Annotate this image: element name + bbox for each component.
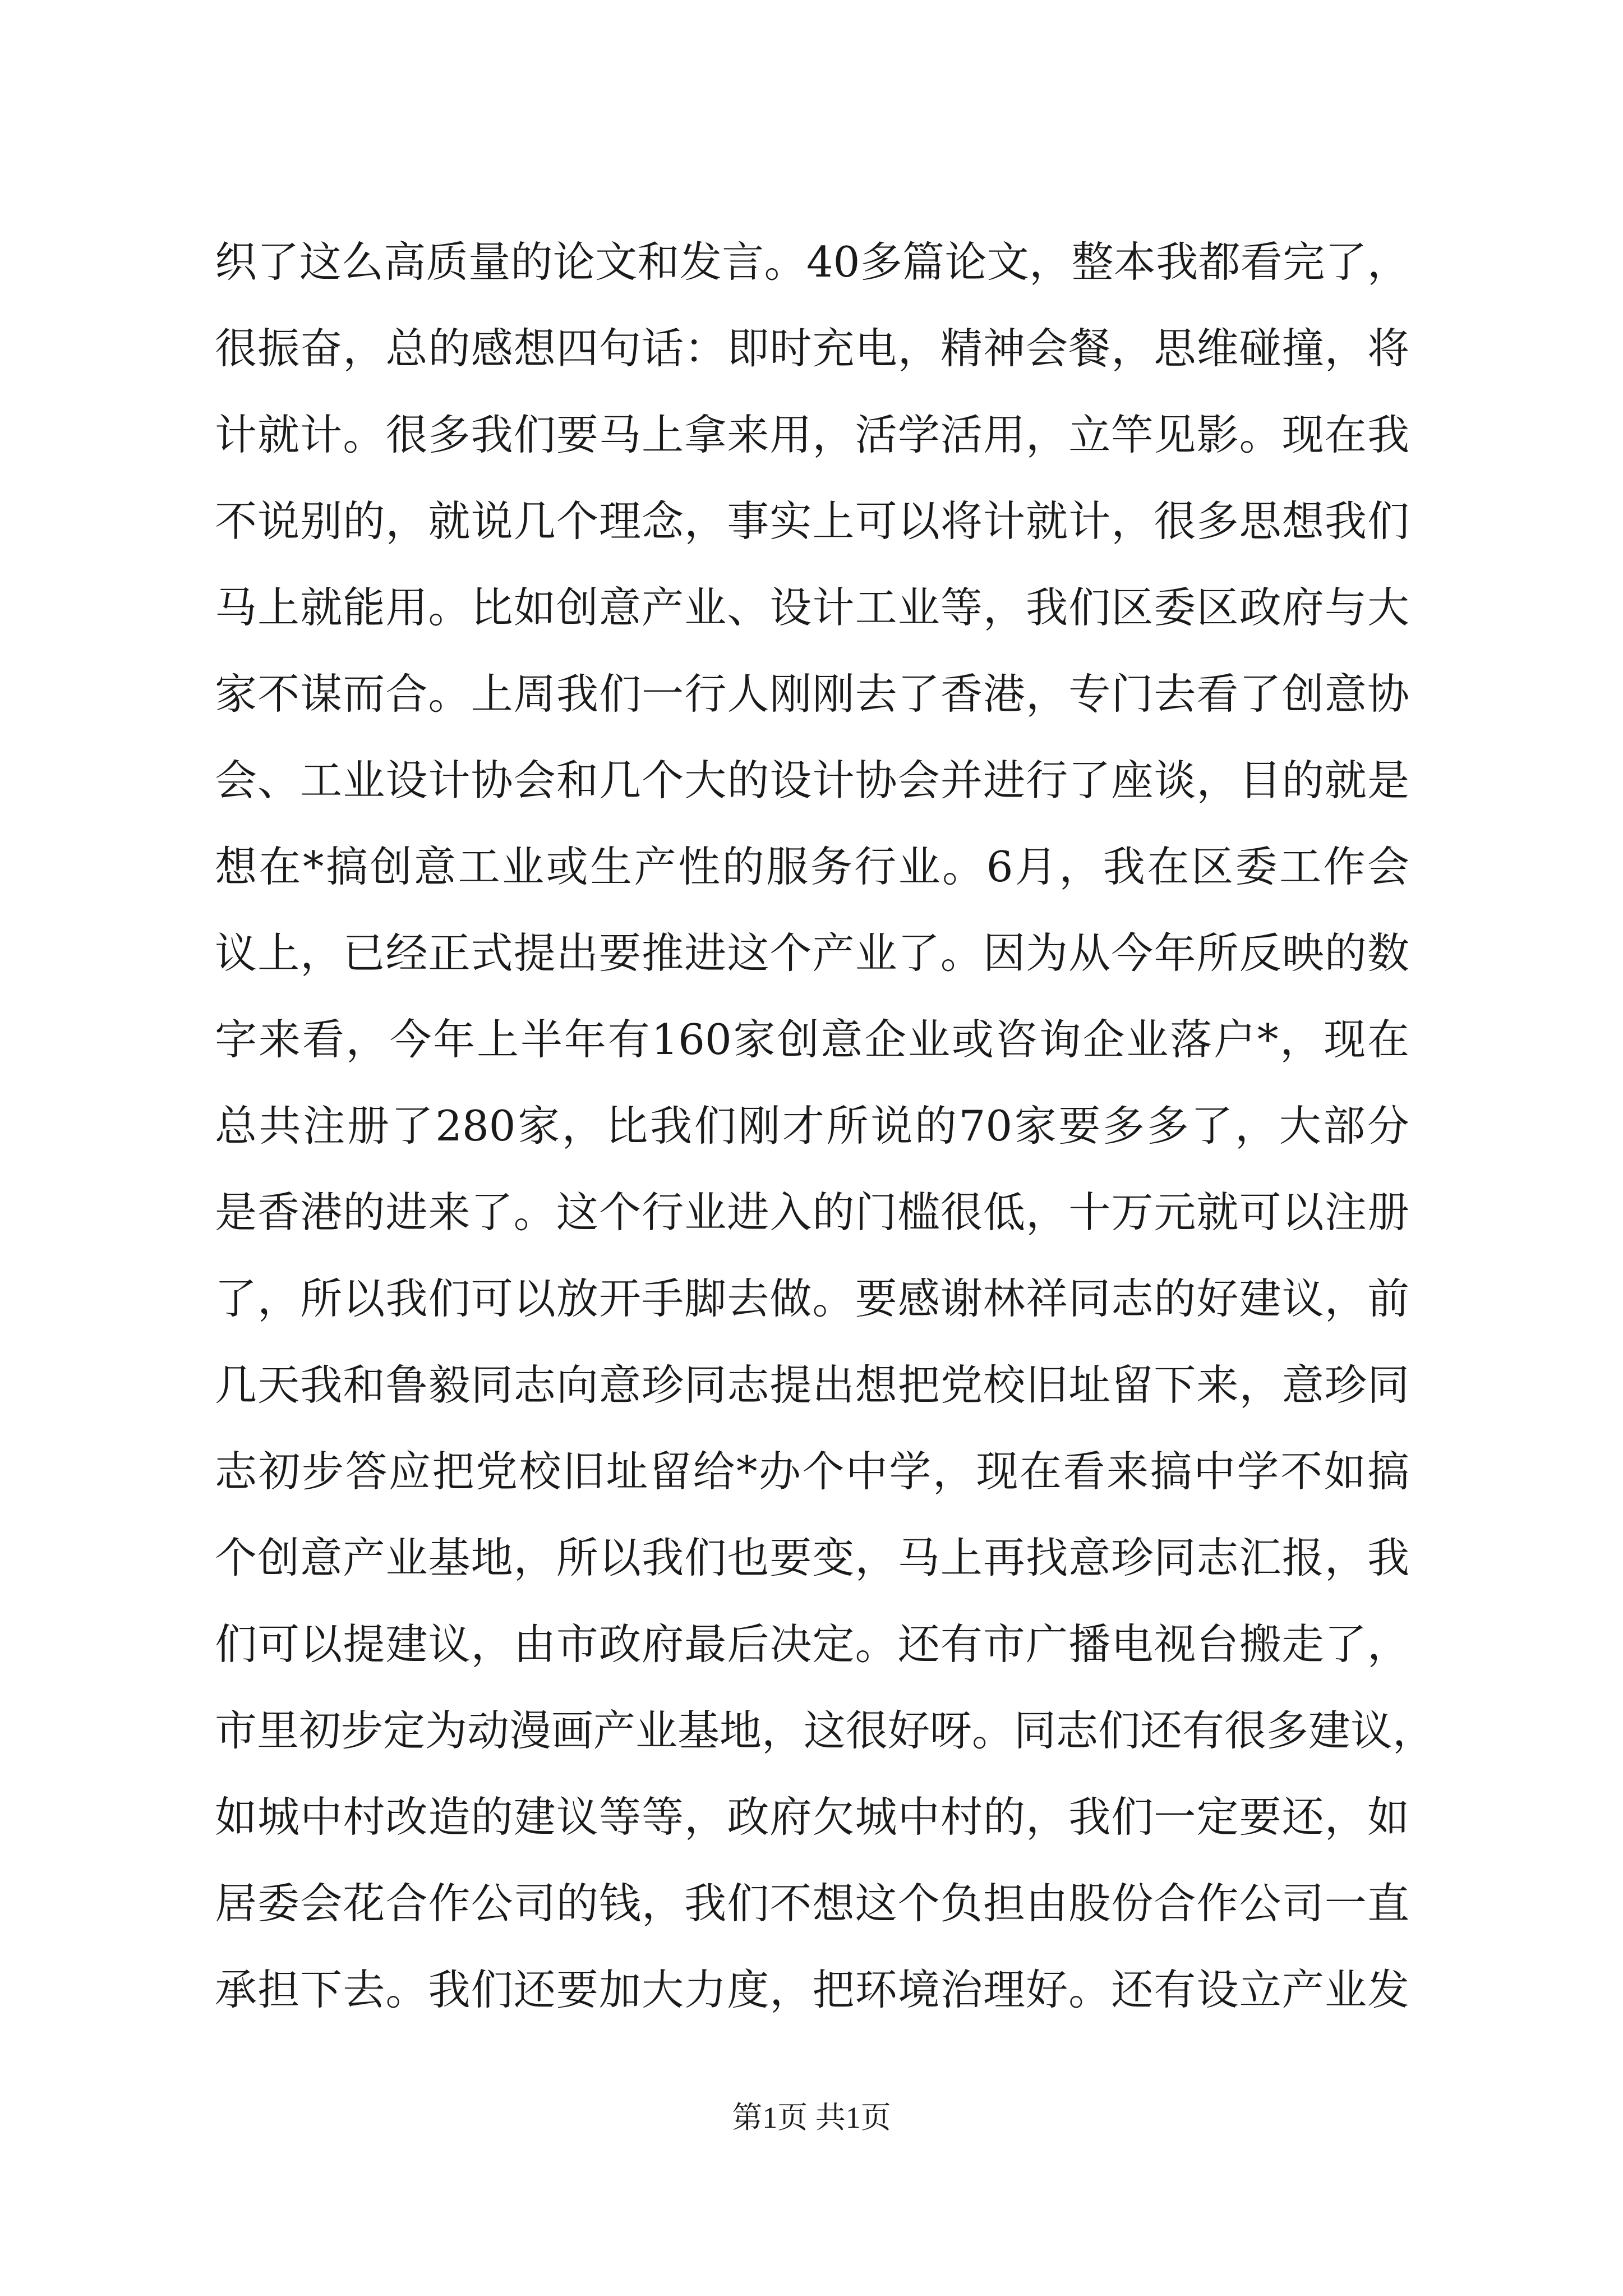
- text-line: 志初步答应把党校旧址留给*办个中学，现在看来搞中学不如搞: [215, 1447, 1409, 1496]
- text-line: 议上，已经正式提出要推进这个产业了。因为从今年所反映的数: [215, 928, 1409, 978]
- text-line: 很振奋，总的感想四句话：即时充电，精神会餐，思维碰撞，将: [215, 324, 1409, 373]
- text-line: 承担下去。我们还要加大力度，把环境治理好。还有设立产业发: [215, 1965, 1409, 2014]
- document-body: [215, 219, 1435, 2033]
- text-line: 如城中村改造的建议等等，政府欠城中村的，我们一定要还，如: [215, 1792, 1409, 1842]
- page-number-label: 第1页 共1页: [732, 2101, 891, 2134]
- text-line: 市里初步定为动漫画产业基地，这很好呀。同志们还有很多建议，: [215, 1706, 1435, 1755]
- text-line: 想在*搞创意工业或生产性的服务行业。6月，我在区委工作会: [215, 842, 1409, 891]
- text-line: 了，所以我们可以放开手脚去做。要感谢林祥同志的好建议，前: [215, 1274, 1409, 1323]
- text-line: 计就计。很多我们要马上拿来用，活学活用，立竿见影。现在我: [215, 410, 1409, 459]
- text-line: 总共注册了280家，比我们刚才所说的70家要多多了，大部分: [215, 1101, 1409, 1151]
- page-footer: [0, 2095, 1623, 2140]
- text-line: 家不谋而合。上周我们一行人刚刚去了香港，专门去看了创意协: [215, 669, 1409, 719]
- text-line: 马上就能用。比如创意产业、设计工业等，我们区委区政府与大: [215, 583, 1409, 632]
- text-line: 居委会花合作公司的钱，我们不想这个负担由股份合作公司一直: [215, 1879, 1409, 1928]
- text-line: 们可以提建议，由市政府最后决定。还有市广播电视台搬走了，: [215, 1619, 1409, 1669]
- text-line: 个创意产业基地，所以我们也要变，马上再找意珍同志汇报，我: [215, 1533, 1409, 1582]
- text-line: 织了这么高质量的论文和发言。40多篇论文，整本我都看完了，: [215, 237, 1409, 287]
- text-line: 不说别的，就说几个理念，事实上可以将计就计，很多思想我们: [215, 496, 1409, 546]
- text-line: 几天我和鲁毅同志向意珍同志提出想把党校旧址留下来，意珍同: [215, 1360, 1409, 1410]
- text-line: 会、工业设计协会和几个大的设计协会并进行了座谈，目的就是: [215, 756, 1409, 805]
- text-line: 是香港的进来了。这个行业进入的门槛很低，十万元就可以注册: [215, 1188, 1409, 1237]
- text-line: 字来看，今年上半年有160家创意企业或咨询企业落户*，现在: [215, 1015, 1409, 1064]
